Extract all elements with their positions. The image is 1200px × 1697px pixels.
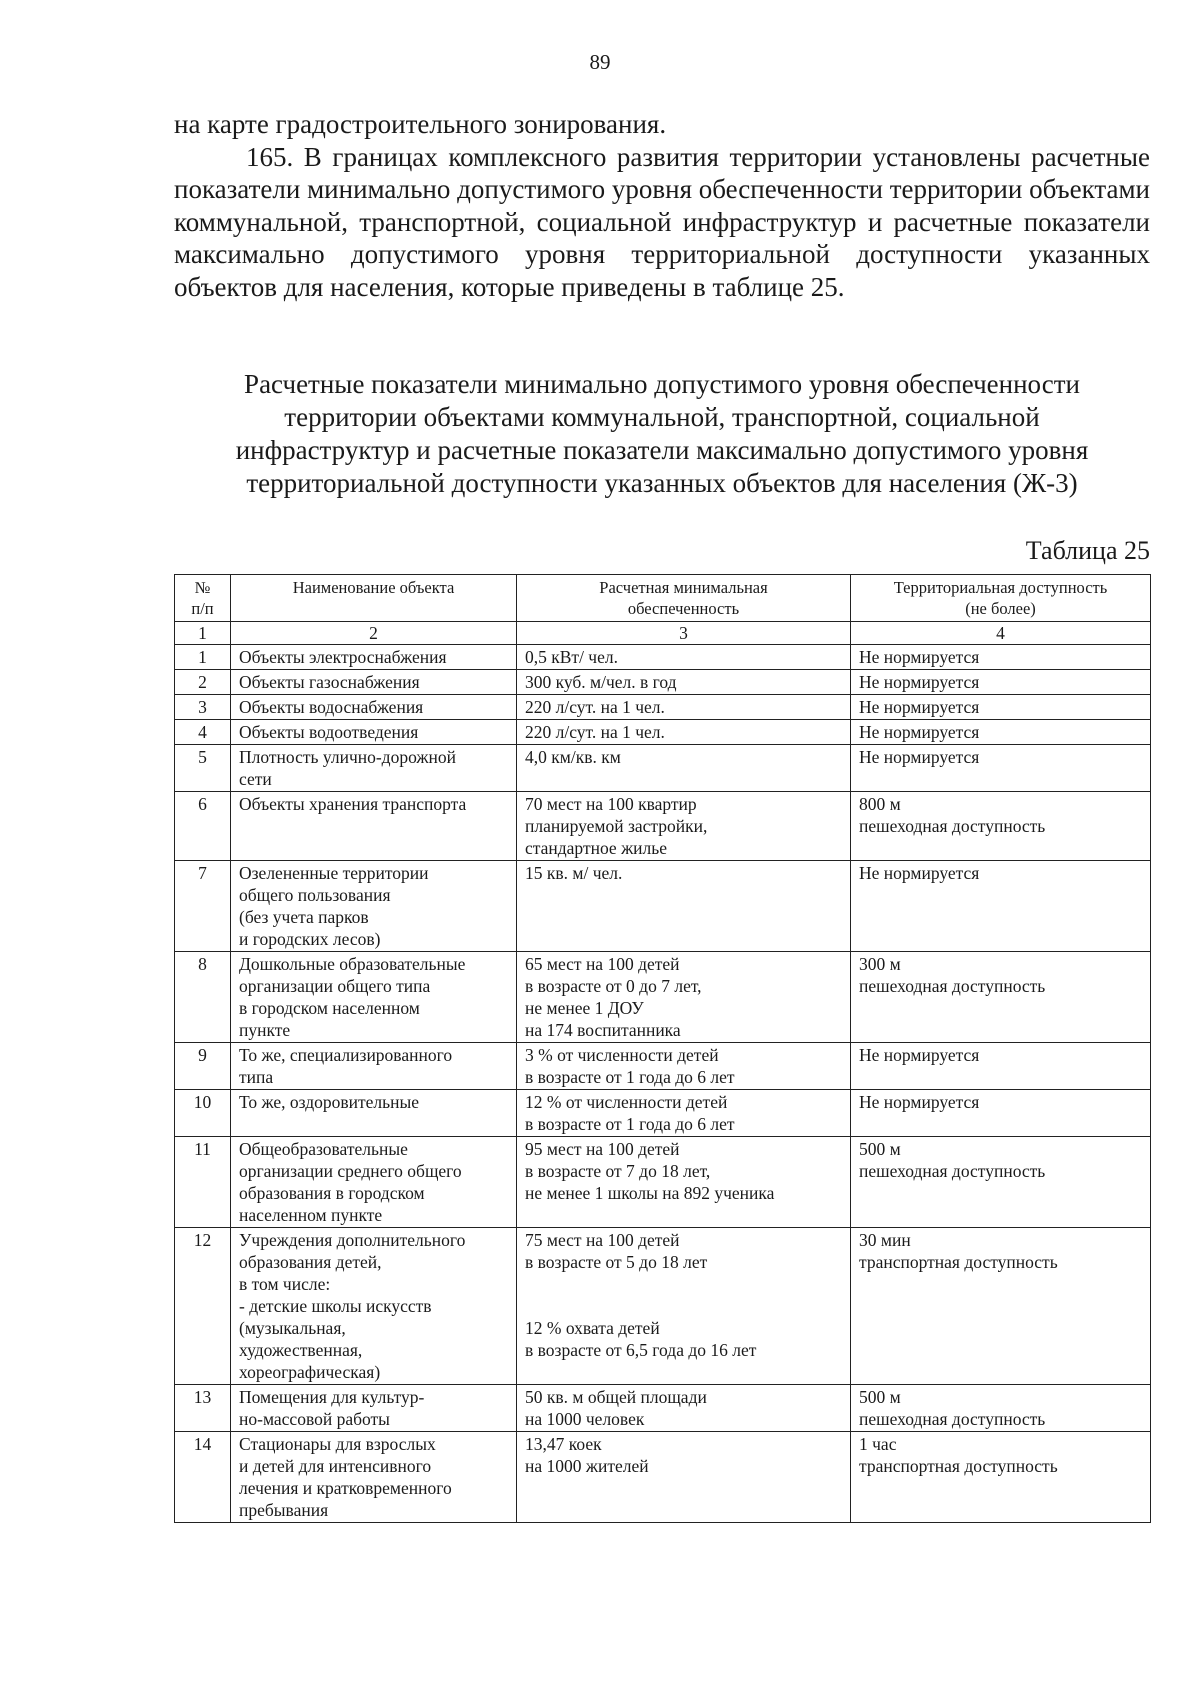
column-number: 1 [175,622,231,645]
table-row [175,1043,1151,1090]
header-num-line2: п/п [191,599,214,618]
object-name-line: в том числе: [239,1274,331,1294]
table-title-line: Расчетные показатели минимально допустимого уровня обеспеченности [244,369,1080,399]
min-provision-line: 15 кв. м/ чел. [525,863,623,883]
min-provision-line: 12 % от численности детей [525,1092,728,1112]
min-provision-line: на 1000 человек [525,1409,645,1429]
object-name-line: хореографическая) [239,1362,381,1382]
object-name-line: Озелененные территории [239,863,429,883]
row-number: 5 [175,745,231,792]
column-number-row [175,622,1151,645]
min-provision-cell [517,952,851,1043]
min-provision-cell [517,1043,851,1090]
object-name-line: Общеобразовательные [239,1139,408,1159]
table-label: Таблица 25 [1025,536,1150,565]
intro-paragraph: 165. В границах комплексного развития территории установлены расчетные показатели минимально допустимого уровня обеспеченности территории объектами коммунальной, транспортной, социальной инфраструктур и расчетные показатели максимально допустимого уровня территориальной доступности указанных объектов для населения, которые приведены в таблице 25. [174,141,1150,302]
row-number: 7 [175,861,231,952]
column-number: 2 [231,622,517,645]
header-access-line1: Территориальная доступность [893,578,1108,597]
table-title [174,368,1150,500]
min-provision-line: в возрасте от 5 до 18 лет [525,1252,708,1272]
object-name-line: Учреждения дополнительного [239,1230,466,1250]
row-number: 8 [175,952,231,1043]
min-provision-cell [517,745,851,792]
object-name-cell [231,1043,517,1090]
accessibility-line: пешеходная доступность [859,976,1046,996]
object-name-line: типа [239,1067,274,1087]
accessibility-cell [851,792,1151,861]
accessibility-line: 1 час [859,1434,897,1454]
accessibility-line: транспортная доступность [859,1456,1058,1476]
object-name-cell [231,1090,517,1137]
object-name-line: То же, специализированного [239,1045,453,1065]
accessibility-line: Не нормируется [859,1092,980,1112]
min-provision-line: не менее 1 школы на 892 ученика [525,1183,775,1203]
accessibility-cell [851,695,1151,720]
accessibility-line: пешеходная доступность [859,1161,1046,1181]
table-row [175,792,1151,861]
min-provision-line: 300 куб. м/чел. в год [525,672,677,692]
accessibility-cell [851,1137,1151,1228]
row-number: 9 [175,1043,231,1090]
header-access-line2: (не более) [965,599,1036,618]
object-name-line: Объекты водоотведения [239,722,419,742]
header-min-line1: Расчетная минимальная [599,578,768,597]
object-name-line: но-массовой работы [239,1409,390,1429]
accessibility-cell [851,952,1151,1043]
table-row [175,861,1151,952]
object-name-cell [231,1137,517,1228]
object-name-cell [231,792,517,861]
table-row [175,1228,1151,1385]
header-num [175,575,231,622]
header-min-line2: обеспеченность [627,599,740,618]
object-name-line: пребывания [239,1500,329,1520]
object-name-line: Объекты газоснабжения [239,672,420,692]
table-row [175,952,1151,1043]
table-row [175,745,1151,792]
intro-text [174,108,1150,303]
accessibility-line: 500 м [859,1387,901,1407]
header-name-text: Наименование объекта [292,578,455,597]
column-number: 3 [517,622,851,645]
object-name-line: - детские школы искусств [239,1296,432,1316]
header-access [851,575,1151,622]
accessibility-line: Не нормируется [859,697,980,717]
object-name-line: (без учета парков [239,907,369,927]
accessibility-cell [851,745,1151,792]
accessibility-line: 300 м [859,954,901,974]
row-number: 13 [175,1385,231,1432]
object-name-cell [231,1228,517,1385]
min-provision-line: в возрасте от 7 до 18 лет, [525,1161,711,1181]
object-name-line: (музыкальная, [239,1318,346,1338]
accessibility-line: пешеходная доступность [859,1409,1046,1429]
object-name-cell [231,1432,517,1523]
table-row [175,695,1151,720]
min-provision-line: на 174 воспитанника [525,1020,681,1040]
min-provision-line: 220 л/сут. на 1 чел. [525,697,665,717]
table-header-row [175,575,1151,622]
accessibility-cell [851,720,1151,745]
cell-spacer [525,1273,842,1317]
object-name-cell [231,1385,517,1432]
min-provision-cell [517,792,851,861]
table-row [175,670,1151,695]
min-provision-line: 3 % от численности детей [525,1045,719,1065]
row-number: 1 [175,645,231,670]
object-name-cell [231,861,517,952]
min-provision-line: в возрасте от 0 до 7 лет, [525,976,702,996]
min-provision-line: 70 мест на 100 квартир [525,794,697,814]
table-title-line: инфраструктур и расчетные показатели максимально допустимого уровня [235,435,1089,465]
object-name-line: пункте [239,1020,291,1040]
row-number: 12 [175,1228,231,1385]
accessibility-cell [851,1385,1151,1432]
table-row [175,1090,1151,1137]
object-name-line: организации общего типа [239,976,431,996]
object-name-line: Дошкольные образовательные [239,954,466,974]
table-title-line: территориальной доступности указанных объектов для населения (Ж-3) [246,468,1078,498]
accessibility-cell [851,1432,1151,1523]
object-name-line: образования в городском [239,1183,425,1203]
object-name-cell [231,695,517,720]
min-provision-line: 75 мест на 100 детей [525,1230,680,1250]
accessibility-line: Не нормируется [859,747,980,767]
object-name-cell [231,645,517,670]
min-provision-cell [517,861,851,952]
min-provision-line: 4,0 км/кв. км [525,747,621,767]
header-num-line1: № [194,578,211,597]
min-provision-line: 95 мест на 100 детей [525,1139,680,1159]
object-name-line: То же, оздоровительные [239,1092,420,1112]
accessibility-line: Не нормируется [859,863,980,883]
object-name-line: сети [239,769,272,789]
accessibility-line: 30 мин [859,1230,911,1250]
object-name-cell [231,670,517,695]
intro-lead-line: на карте градостроительного зонирования. [174,109,667,139]
min-provision-line: 12 % охвата детей [525,1318,660,1338]
table-row [175,1432,1151,1523]
min-provision-line: в возрасте от 1 года до 6 лет [525,1067,735,1087]
min-provision-line: планируемой застройки, [525,816,708,836]
object-name-line: образования детей, [239,1252,382,1272]
header-min [517,575,851,622]
table-row [175,720,1151,745]
object-name-line: художественная, [239,1340,363,1360]
object-name-line: Стационары для взрослых [239,1434,436,1454]
min-provision-line: 0,5 кВт/ чел. [525,647,618,667]
min-provision-cell [517,1137,851,1228]
row-number: 11 [175,1137,231,1228]
object-name-line: Плотность улично-дорожной [239,747,456,767]
object-name-cell [231,720,517,745]
object-name-line: Объекты водоснабжения [239,697,424,717]
min-provision-line: 50 кв. м общей площади [525,1387,707,1407]
min-provision-cell [517,1432,851,1523]
object-name-line: и городских лесов) [239,929,381,949]
object-name-line: в городском населенном [239,998,420,1018]
min-provision-line: в возрасте от 6,5 года до 16 лет [525,1340,757,1360]
min-provision-cell [517,720,851,745]
object-name-line: населенном пункте [239,1205,383,1225]
object-name-line: Помещения для культур- [239,1387,425,1407]
row-number: 10 [175,1090,231,1137]
min-provision-cell [517,1090,851,1137]
table-row [175,645,1151,670]
accessibility-cell [851,1228,1151,1385]
min-provision-line: 65 мест на 100 детей [525,954,680,974]
object-name-line: общего пользования [239,885,391,905]
accessibility-line: Не нормируется [859,647,980,667]
min-provision-line: 220 л/сут. на 1 чел. [525,722,665,742]
row-number: 4 [175,720,231,745]
table-row [175,1137,1151,1228]
row-number: 2 [175,670,231,695]
table-title-line: территории объектами коммунальной, транспортной, социальной [284,402,1040,432]
object-name-line: лечения и кратковременного [239,1478,452,1498]
accessibility-cell [851,1090,1151,1137]
min-provision-line: на 1000 жителей [525,1456,649,1476]
accessibility-cell [851,861,1151,952]
accessibility-line: Не нормируется [859,1045,980,1065]
min-provision-line: в возрасте от 1 года до 6 лет [525,1114,735,1134]
row-number: 14 [175,1432,231,1523]
accessibility-cell [851,645,1151,670]
object-name-line: Объекты электроснабжения [239,647,447,667]
indicators-table [174,574,1151,1523]
min-provision-line: не менее 1 ДОУ [525,998,644,1018]
accessibility-line: транспортная доступность [859,1252,1058,1272]
min-provision-cell [517,1385,851,1432]
accessibility-line: 800 м [859,794,901,814]
object-name-line: организации среднего общего [239,1161,462,1181]
accessibility-cell [851,670,1151,695]
min-provision-cell [517,1228,851,1385]
page-number: 89 [589,50,611,74]
object-name-cell [231,745,517,792]
accessibility-cell [851,1043,1151,1090]
min-provision-cell [517,670,851,695]
min-provision-cell [517,695,851,720]
table-row [175,1385,1151,1432]
object-name-line: и детей для интенсивного [239,1456,432,1476]
accessibility-line: Не нормируется [859,672,980,692]
column-number: 4 [851,622,1151,645]
min-provision-line: стандартное жилье [525,838,668,858]
accessibility-line: пешеходная доступность [859,816,1046,836]
object-name-line: Объекты хранения транспорта [239,794,467,814]
accessibility-line: Не нормируется [859,722,980,742]
row-number: 3 [175,695,231,720]
accessibility-line: 500 м [859,1139,901,1159]
row-number: 6 [175,792,231,861]
min-provision-line: 13,47 коек [525,1434,602,1454]
header-name [231,575,517,622]
object-name-cell [231,952,517,1043]
min-provision-cell [517,645,851,670]
